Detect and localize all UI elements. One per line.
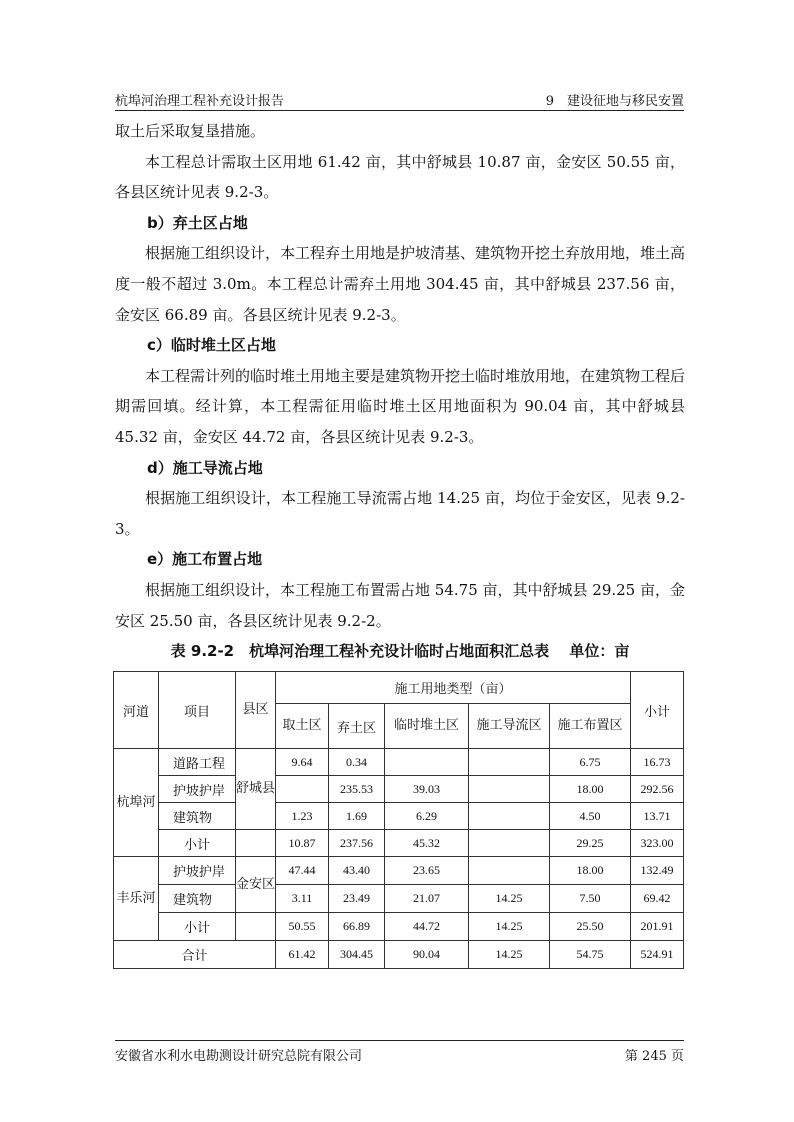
cell-subtotal: 524.91 xyxy=(631,941,684,969)
body-text xyxy=(115,116,685,636)
section-heading: d）施工导流占地 xyxy=(147,458,263,477)
cell-spoil: 235.53 xyxy=(329,776,385,803)
paragraph: 本工程需计列的临时堆土用地主要是建筑物开挖土临时堆放用地，在建筑物工程后期需回填。经计算，本工程需征用临时堆土区用地面积为 90.04 亩，其中舒城县 45.32 亩，金安区 44.72 亩，各县区统计见表 9.2-3。 xyxy=(115,366,686,446)
cell-diversion: 14.25 xyxy=(469,913,550,941)
cell-subtotal: 292.56 xyxy=(631,776,684,803)
header-subtotal: 小计 xyxy=(631,672,684,749)
cell-subtotal: 201.91 xyxy=(631,913,684,941)
cell-subtotal: 13.71 xyxy=(631,803,684,830)
cell-layout: 18.00 xyxy=(550,857,631,885)
header-diversion: 施工导流区 xyxy=(469,704,550,749)
header-county: 县区 xyxy=(236,672,276,749)
cell-diversion xyxy=(469,776,550,803)
header-land-type: 施工用地类型（亩） xyxy=(276,672,631,704)
section-heading: b）弃土区占地 xyxy=(147,213,248,232)
table-total-row xyxy=(114,941,684,969)
table-header-row xyxy=(114,672,684,704)
cell-temp-stockpile: 45.32 xyxy=(385,830,469,857)
page-footer xyxy=(115,1040,684,1064)
row-item: 合计 xyxy=(114,941,276,969)
cell-layout: 25.50 xyxy=(550,913,631,941)
row-item: 护坡护岸 xyxy=(159,857,236,885)
cell-borrow: 10.87 xyxy=(276,830,329,857)
paragraph: 根据施工组织设计，本工程施工布置需占地 54.75 亩，其中舒城县 29.25 亩，金安区 25.50 亩，各县区统计见表 9.2-2。 xyxy=(115,580,685,630)
cell-borrow: 3.11 xyxy=(276,885,329,913)
table-row xyxy=(114,803,684,830)
cell-layout: 54.75 xyxy=(550,941,631,969)
cell-borrow: 61.42 xyxy=(276,941,329,969)
land-area-table xyxy=(113,671,684,969)
section-heading: e）施工布置占地 xyxy=(147,550,263,569)
cell-layout: 6.75 xyxy=(550,749,631,776)
cell-diversion xyxy=(469,857,550,885)
cell-borrow: 1.23 xyxy=(276,803,329,830)
cell-diversion xyxy=(469,749,550,776)
section-heading: c）临时堆土区占地 xyxy=(147,336,276,355)
row-item: 护坡护岸 xyxy=(159,776,236,803)
footer-organization: 安徽省水利水电勘测设计研究总院有限公司 xyxy=(115,1049,363,1064)
cell-layout: 29.25 xyxy=(550,830,631,857)
county-name: 舒城县 xyxy=(236,749,276,830)
cell-temp-stockpile: 39.03 xyxy=(385,776,469,803)
header-borrow: 取土区 xyxy=(276,704,329,749)
cell-subtotal: 132.49 xyxy=(631,857,684,885)
cell-temp-stockpile: 23.65 xyxy=(385,857,469,885)
cell-diversion xyxy=(469,803,550,830)
cell-layout: 7.50 xyxy=(550,885,631,913)
cell-subtotal: 69.42 xyxy=(631,885,684,913)
cell-temp-stockpile xyxy=(385,749,469,776)
cell-subtotal: 16.73 xyxy=(631,749,684,776)
table-row xyxy=(114,776,684,803)
paragraph: 根据施工组织设计，本工程施工导流需占地 14.25 亩，均位于金安区，见表 9.2-3。 xyxy=(115,489,685,538)
header-layout: 施工布置区 xyxy=(550,704,631,749)
header-river: 河道 xyxy=(114,672,159,749)
cell-spoil: 237.56 xyxy=(329,830,385,857)
cell-spoil: 66.89 xyxy=(329,913,385,941)
cell-layout: 4.50 xyxy=(550,803,631,830)
cell-temp-stockpile: 44.72 xyxy=(385,913,469,941)
cell-layout: 18.00 xyxy=(550,776,631,803)
cell-spoil: 43.40 xyxy=(329,857,385,885)
cell-spoil: 23.49 xyxy=(329,885,385,913)
cell-spoil: 1.69 xyxy=(329,803,385,830)
cell-temp-stockpile: 6.29 xyxy=(385,803,469,830)
cell-borrow xyxy=(276,776,329,803)
river-name: 杭埠河 xyxy=(114,749,159,857)
cell-spoil: 304.45 xyxy=(329,941,385,969)
paragraph: 取土后采取复垦措施。 xyxy=(115,122,266,140)
cell-temp-stockpile: 21.07 xyxy=(385,885,469,913)
paragraph: 根据施工组织设计，本工程弃土用地是护坡清基、建筑物开挖土弃放用地，堆土高度一般不超过 3.0m。本工程总计需弃土用地 304.45 亩，其中舒城县 237.56 亩，金安区 66.89 亩。各县区统计见表 9.2-3。 xyxy=(115,244,686,324)
cell-temp-stockpile: 90.04 xyxy=(385,941,469,969)
header-temp-stockpile: 临时堆土区 xyxy=(385,704,469,749)
river-name: 丰乐河 xyxy=(114,857,159,941)
cell-borrow: 50.55 xyxy=(276,913,329,941)
cell-diversion xyxy=(469,830,550,857)
header-item: 项目 xyxy=(159,672,236,749)
cell-borrow: 47.44 xyxy=(276,857,329,885)
header-spoil: 弃土区 xyxy=(329,704,385,749)
cell-spoil: 0.34 xyxy=(329,749,385,776)
county-blank xyxy=(236,913,276,941)
cell-subtotal: 323.00 xyxy=(631,830,684,857)
row-item: 建筑物 xyxy=(159,803,236,830)
header-report-title: 杭埠河治理工程补充设计报告 xyxy=(115,94,285,109)
table-row xyxy=(114,857,684,885)
page-number: 第 245 页 xyxy=(624,1049,684,1064)
table-subtotal-row xyxy=(114,830,684,857)
row-item: 小计 xyxy=(159,913,236,941)
cell-borrow: 9.64 xyxy=(276,749,329,776)
header-chapter-title: 9 建设征地与移民安置 xyxy=(545,94,684,109)
cell-diversion: 14.25 xyxy=(469,941,550,969)
county-name: 金安区 xyxy=(236,857,276,913)
county-blank xyxy=(236,830,276,857)
table-row xyxy=(114,885,684,913)
row-item: 道路工程 xyxy=(159,749,236,776)
paragraph: 本工程总计需取土区用地 61.42 亩，其中舒城县 10.87 亩，金安区 50.55 亩，各县区统计见表 9.2-3。 xyxy=(115,152,685,202)
cell-diversion: 14.25 xyxy=(469,885,550,913)
row-item: 建筑物 xyxy=(159,885,236,913)
table-subtotal-row xyxy=(114,913,684,941)
table-row xyxy=(114,749,684,776)
table-caption: 表 9.2-2 杭埠河治理工程补充设计临时占地面积汇总表 单位：亩 xyxy=(170,642,630,660)
page-header xyxy=(115,90,684,111)
row-item: 小计 xyxy=(159,830,236,857)
